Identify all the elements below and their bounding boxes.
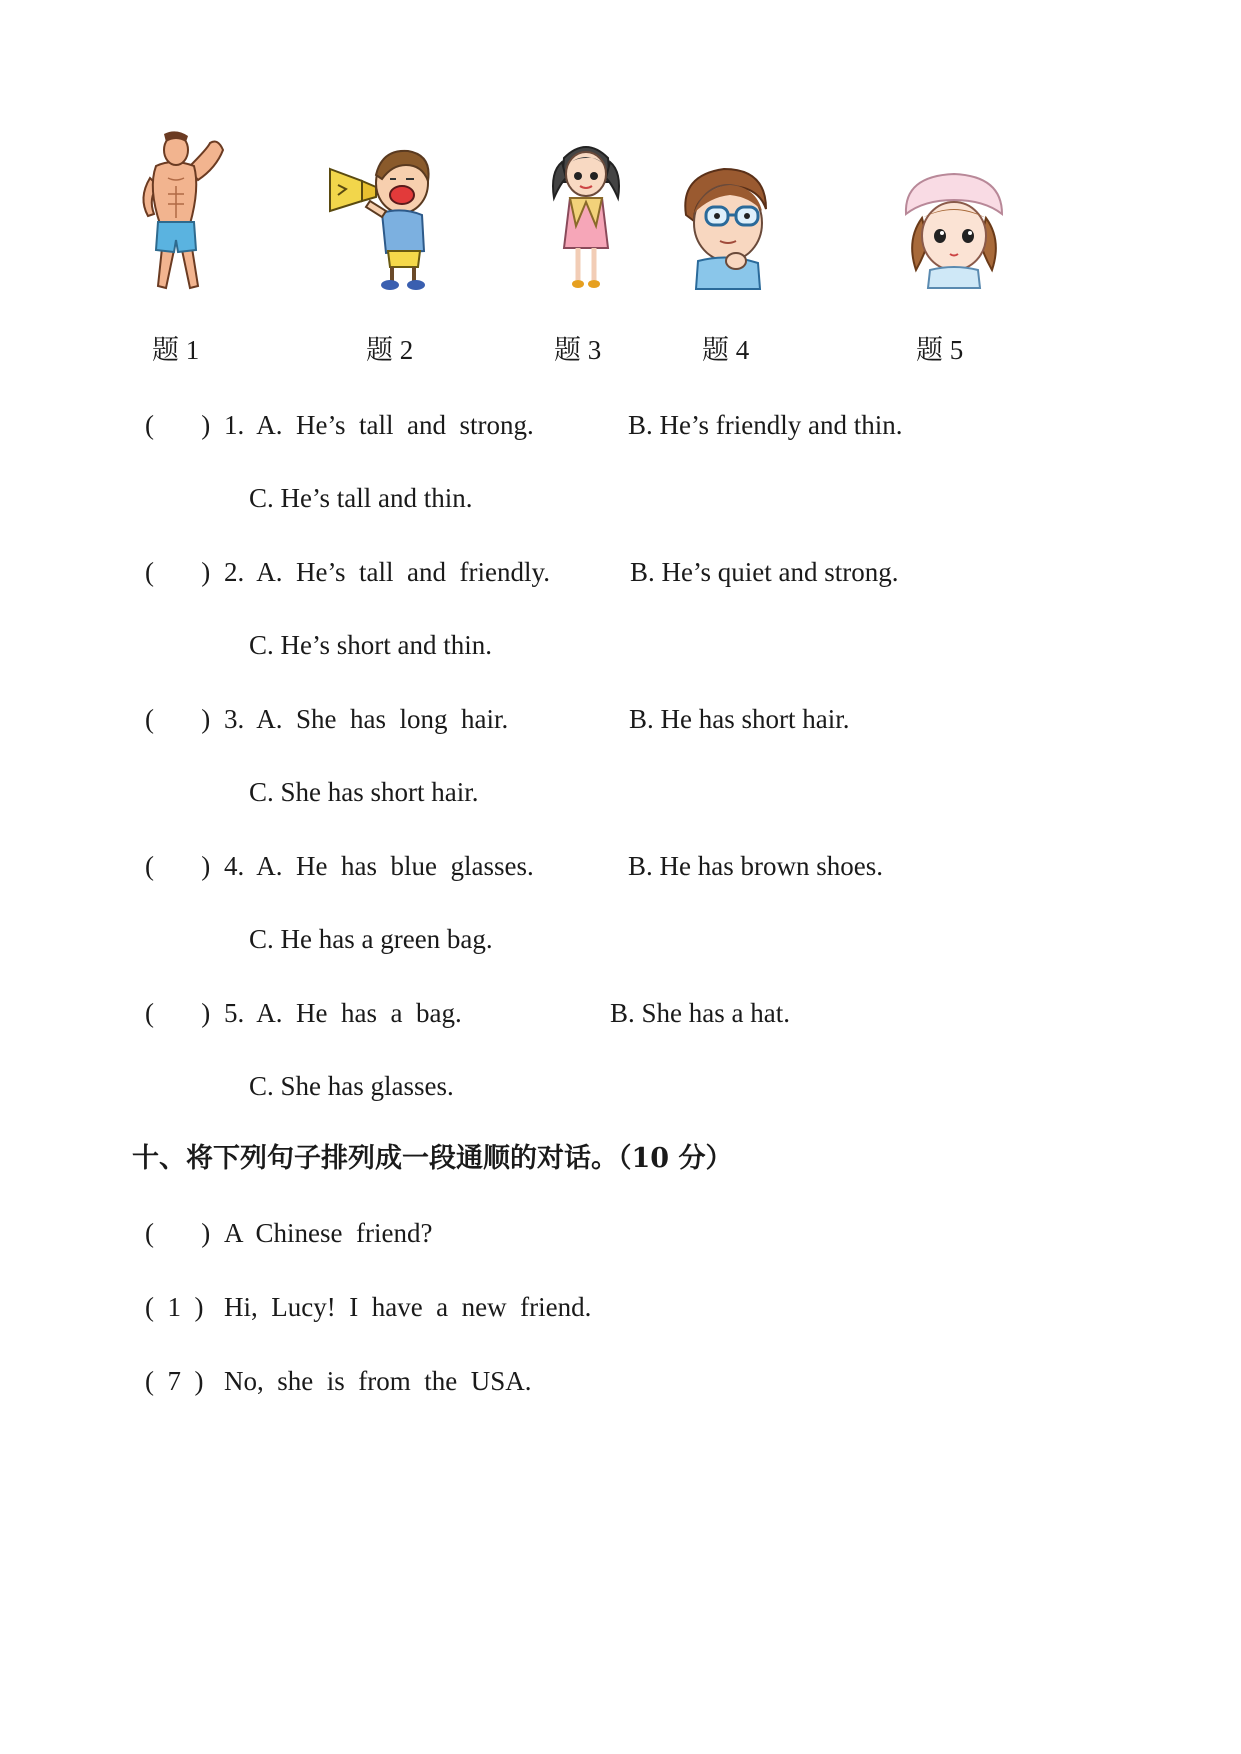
answer-blank[interactable]: ( ) (145, 410, 211, 440)
strong-man-icon (128, 128, 238, 298)
question-option-b: B. She has a hat. (610, 998, 790, 1028)
dialogue-sentence: No, she is from the USA. (224, 1366, 532, 1396)
dialogue-sentence: Hi, Lucy! I have a new friend. (224, 1292, 592, 1322)
answer-blank[interactable]: ( 1 ) (145, 1292, 204, 1322)
question-option-b: B. He’s friendly and thin. (628, 410, 903, 440)
answer-blank[interactable]: ( ) (145, 1218, 211, 1248)
section-heading: 十、将下列句子排列成一段通顺的对话。（10 分） (132, 1143, 733, 1174)
answer-blank[interactable]: ( ) (145, 557, 211, 587)
picture-caption-4: 题 4 (702, 335, 750, 365)
picture-caption-5: 题 5 (916, 335, 964, 365)
dialogue-sentence: A Chinese friend? (224, 1218, 433, 1248)
boy-megaphone-icon (326, 145, 451, 295)
girl-hat-icon (898, 170, 1008, 290)
question-option-b: B. He has short hair. (629, 704, 850, 734)
question-option-c: C. She has short hair. (249, 777, 479, 807)
question-option-c: C. She has glasses. (249, 1071, 454, 1101)
answer-blank[interactable]: ( 7 ) (145, 1366, 204, 1396)
question-option-b: B. He’s quiet and strong. (630, 557, 899, 587)
question-option-a: 3. A. She has long hair. (224, 704, 509, 734)
question-option-a: 1. A. He’s tall and strong. (224, 410, 534, 440)
picture-caption-2: 题 2 (366, 335, 414, 365)
picture-caption-1: 题 1 (152, 335, 200, 365)
question-option-a: 4. A. He has blue glasses. (224, 851, 534, 881)
question-option-a: 2. A. He’s tall and friendly. (224, 557, 550, 587)
picture-caption-3: 题 3 (554, 335, 602, 365)
answer-blank[interactable]: ( ) (145, 704, 211, 734)
question-option-c: C. He’s short and thin. (249, 630, 492, 660)
question-option-c: C. He has a green bag. (249, 924, 493, 954)
girl-pigtails-icon (546, 138, 626, 293)
boy-glasses-icon (680, 165, 775, 290)
answer-blank[interactable]: ( ) (145, 998, 211, 1028)
question-option-a: 5. A. He has a bag. (224, 998, 462, 1028)
answer-blank[interactable]: ( ) (145, 851, 211, 881)
question-option-c: C. He’s tall and thin. (249, 483, 473, 513)
question-option-b: B. He has brown shoes. (628, 851, 883, 881)
